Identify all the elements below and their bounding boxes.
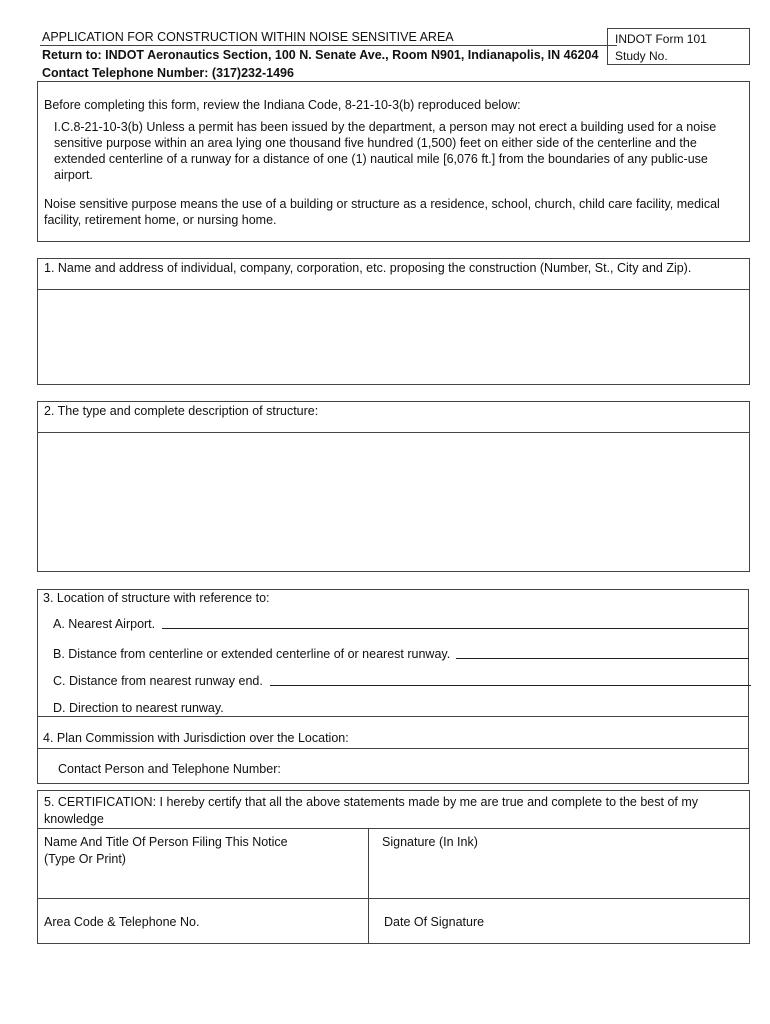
section-2-label: 2. The type and complete description of structure: [44,404,319,418]
section-1-label: 1. Name and address of individual, company, corporation, etc. proposing the construction (Number, St., City and Zip). [44,261,692,275]
intro-box [37,81,750,242]
signature-field[interactable] [369,853,749,898]
runway-direction-label: D. Direction to nearest runway. [53,701,224,715]
certification-text: 5. CERTIFICATION: I hereby certify that all the above statements made by me are true and complete to the best of my knowledge [44,795,698,826]
runway-end-distance-label: C. Distance from nearest runway end. [53,674,263,688]
centerline-distance-field[interactable] [456,658,749,659]
form-title: APPLICATION FOR CONSTRUCTION WITHIN NOISE SENSITIVE AREA [42,30,454,44]
nearest-airport-label: A. Nearest Airport. [53,617,156,631]
divider [38,748,748,749]
section-4-label: 4. Plan Commission with Jurisdiction over the Location: [43,731,349,745]
intro-lead: Before completing this form, review the Indiana Code, 8-21-10-3(b) reproduced below: [44,98,521,112]
section-2-box [37,401,750,572]
contact-phone: Contact Telephone Number: (317)232-1496 [42,66,294,80]
section-1-box [37,258,750,385]
return-address: Return to: INDOT Aeronautics Section, 100 N. Senate Ave., Room N901, Indianapolis, IN 46204 [42,48,599,62]
study-no-label: Study No. [615,49,668,63]
form-id-box [607,28,750,65]
name-title-label: Name And Title Of Person Filing This Notice [44,835,288,849]
divider [38,828,749,829]
contact-person-label: Contact Person and Telephone Number: [58,762,281,776]
phone-label: Area Code & Telephone No. [44,915,200,929]
type-print-note: (Type Or Print) [44,852,126,866]
applicant-name-address-field[interactable] [38,290,749,384]
noise-definition: Noise sensitive purpose means the use of a building or structure as a residence, school, church, child care facility, medical facility, retirement home, or nursing home. [44,197,720,227]
section-3-label: 3. Location of structure with reference to: [43,591,270,605]
centerline-distance-label: B. Distance from centerline or extended centerline of or nearest runway. [53,647,451,661]
name-title-field[interactable] [38,869,368,898]
form-id: INDOT Form 101 [615,32,707,46]
indiana-code-text: I.C.8-21-10-3(b) Unless a permit has been issued by the department, a person may not erect a building used for a noise sensitive purpose within an area lying one thousand five hundred (1,500) feet on either side of the centerline and the extended centerline of a runway for a distance of one (1) nautical mile [6,076 ft.] from the boundaries of any public-use airport. [54,120,717,182]
date-label: Date Of Signature [384,915,485,929]
divider [38,716,748,717]
divider [38,898,749,899]
structure-description-field[interactable] [38,433,749,571]
signature-label: Signature (In Ink) [382,835,478,849]
section-5-box [37,790,750,944]
runway-end-distance-field[interactable] [270,685,751,686]
nearest-airport-field[interactable] [162,628,748,629]
title-underline [40,45,617,46]
section-3-4-box [37,589,749,784]
